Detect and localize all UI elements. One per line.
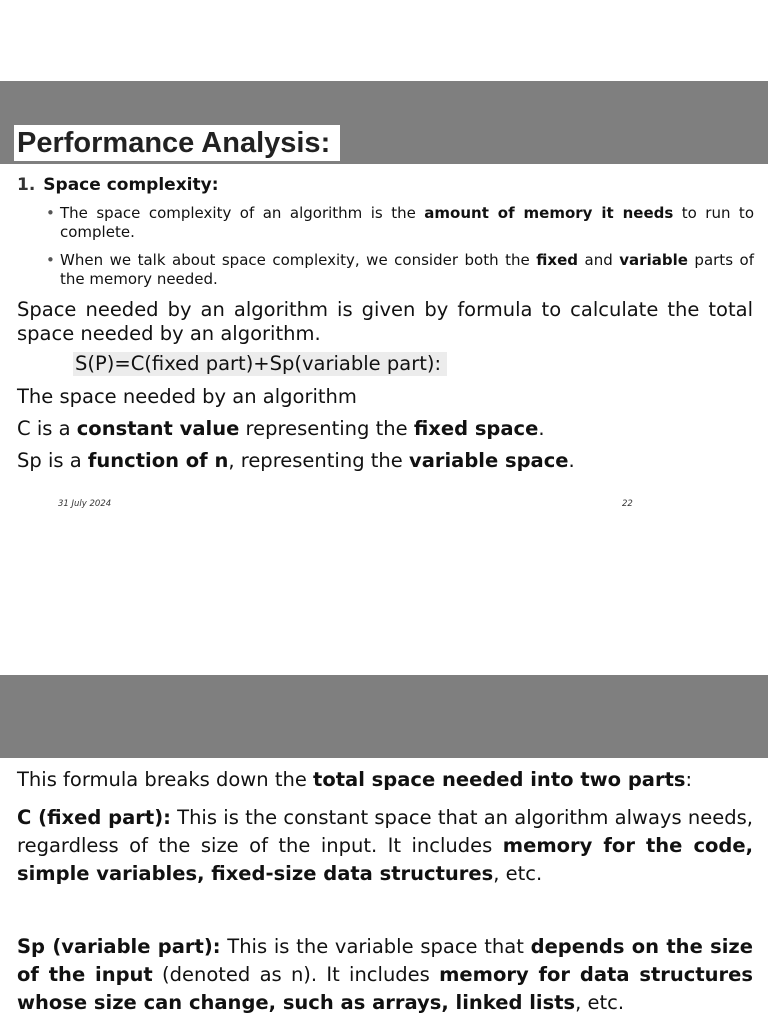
bold-text: amount of memory it needs [424,204,674,222]
text-run: Sp is a [17,449,88,472]
text-run: . [568,449,575,472]
text-run: This is the constant space that an algorithm always needs, regardless of the size of the input. It includes [17,806,753,857]
bold-text: total space needed into two parts [313,768,686,791]
text-run: , representing the [228,449,409,472]
heading-text: Space complexity: [43,175,219,195]
bold-text: variable space [409,449,569,472]
list-heading [17,175,219,195]
text-run: The space complexity of an algorithm is the [60,204,425,222]
bullet-text [46,251,754,289]
space-line: The space needed by an algorithm [17,385,357,408]
page-number: 22 [622,499,633,509]
text-run: C is a [17,417,77,440]
bullet-icon: • [46,204,55,222]
text-run: representing the [239,417,414,440]
bullet-item [46,204,754,242]
slide-space-parts [0,675,768,1024]
text-run: This formula breaks down the [17,768,314,791]
breakdown-paragraph [17,766,753,794]
text-run: : [685,768,693,791]
title-band [0,675,768,758]
text-run: , etc. [493,862,543,885]
fixed-part-paragraph [17,804,753,888]
text-run: to run to complete. [60,204,754,241]
formula: S(P)=C(fixed part)+Sp(variable part): [73,352,447,376]
slide-title: Performance Analysis: [14,125,340,161]
bold-text: Sp (variable part): [17,935,221,958]
bold-text: fixed space [413,417,539,440]
bold-text: memory for the code, simple variables, fixed-size data structures [17,834,754,885]
intro-paragraph: Space needed by an algorithm is given by formula to calculate the total space needed by an algorithm. [17,298,753,345]
bold-text: fixed [536,251,579,269]
list-number: 1. [17,175,36,195]
text-run: parts of the memory needed. [60,251,754,288]
bullet-text [46,204,754,242]
text-run: and [578,251,620,269]
text-run: When we talk about space complexity, we consider both the [60,251,537,269]
text-run: This is the variable space that [220,935,531,958]
variable-part-paragraph [17,933,753,1017]
footer-date: 31 July 2024 [58,499,112,509]
bold-text: C (fixed part): [17,806,171,829]
bold-text: constant value [76,417,240,440]
text-run: , etc. [575,991,625,1014]
text-run: . [538,417,545,440]
bold-text: depends on the size of the input [17,935,753,986]
constant-line [17,417,753,441]
bullet-item [46,251,754,289]
text-run: (denoted as n). It includes [152,963,440,986]
bold-text: function of n [87,449,229,472]
bullet-icon: • [46,251,55,269]
bold-text: memory for data structures whose size can change, such as arrays, linked lists [17,963,753,1014]
variable-line [17,449,753,473]
bold-text: variable [619,251,688,269]
slide-performance-analysis [0,81,768,521]
